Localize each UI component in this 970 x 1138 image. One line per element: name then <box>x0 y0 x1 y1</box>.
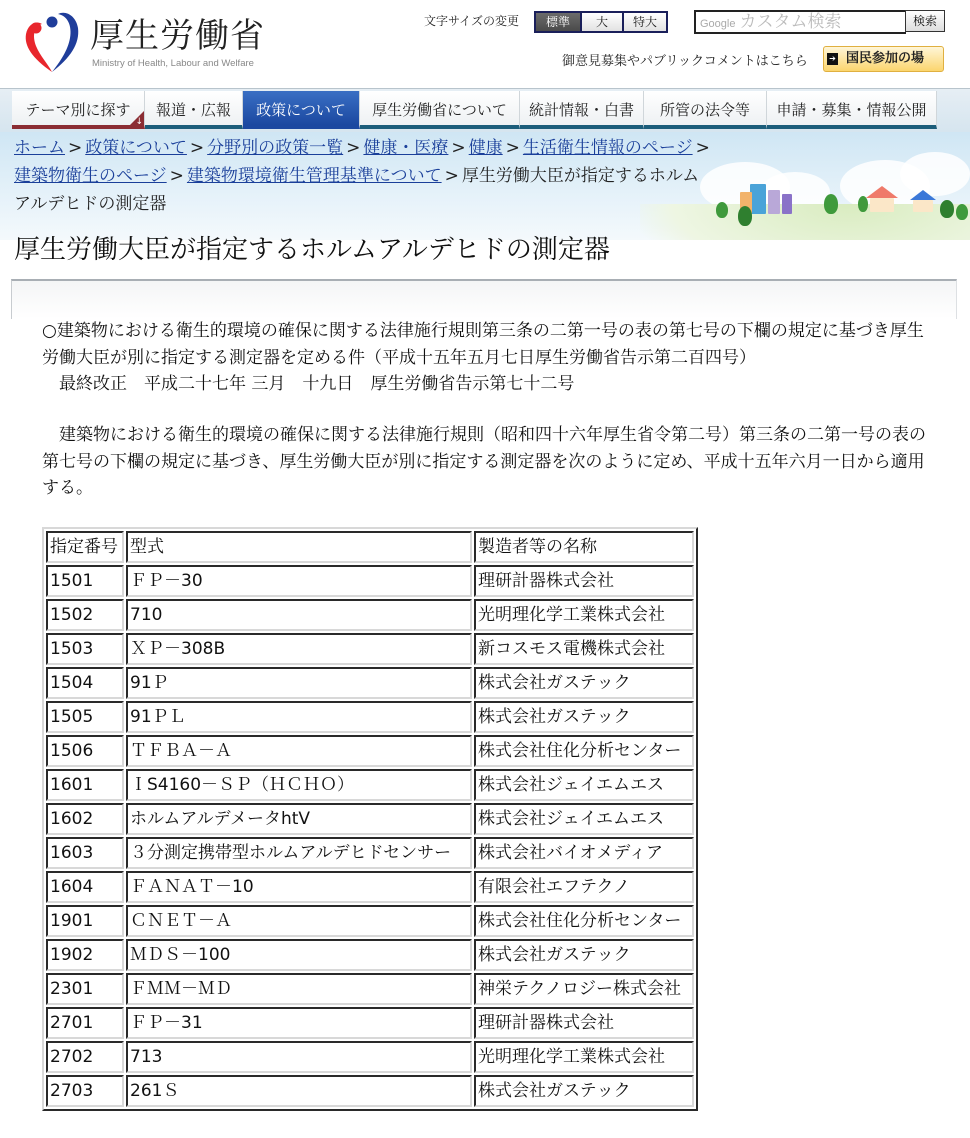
cell-number: 1504 <box>46 667 124 699</box>
search-placeholder: カスタム検索 <box>739 12 842 32</box>
notice-block <box>42 318 932 398</box>
table-row <box>46 633 694 665</box>
cell-number: 1506 <box>46 735 124 767</box>
table-row <box>46 837 694 869</box>
cell-model: 91ＰＬ <box>126 701 472 733</box>
breadcrumb-link-building-standards[interactable]: 建築物環境衛生管理基準について <box>186 166 442 186</box>
house-icon <box>870 198 894 212</box>
cell-model: 710 <box>126 599 472 631</box>
font-size-switcher <box>534 11 668 33</box>
cell-model: ＦＰ－31 <box>126 1007 472 1039</box>
table-row <box>46 667 694 699</box>
cell-number: 1602 <box>46 803 124 835</box>
house-roof-icon <box>866 186 898 198</box>
breadcrumb-link-policy[interactable]: 政策について <box>85 138 187 158</box>
page-title: 厚生労働大臣が指定するホルムアルデヒドの測定器 <box>14 235 610 265</box>
header-cell-model: 型式 <box>126 531 472 563</box>
breadcrumb-link-building-hygiene[interactable]: 建築物衛生のページ <box>14 166 167 186</box>
table-row <box>46 803 694 835</box>
breadcrumb-separator: > <box>346 138 361 158</box>
breadcrumb-separator: > <box>189 138 205 158</box>
google-brand-label: Google <box>700 18 736 30</box>
cell-number: 1502 <box>46 599 124 631</box>
nav-tab-applications[interactable]: 申請・募集・情報公開 <box>767 91 937 129</box>
breadcrumb-link-health-medical[interactable]: 健康・医療 <box>363 138 449 158</box>
breadcrumb-current: 厚生労働大臣が指定するホルムアルデヒドの測定器 <box>14 166 700 214</box>
building-icon <box>750 184 766 214</box>
cell-number: 1503 <box>46 633 124 665</box>
arrow-down-icon: ↓ <box>135 117 143 127</box>
font-size-large-button[interactable]: 大 <box>582 13 622 31</box>
cell-model: ＦＡＮＡＴ－10 <box>126 871 472 903</box>
cell-model: ＴＦＢＡ－Ａ <box>126 735 472 767</box>
logo-title: 厚生労働省 <box>90 16 265 56</box>
breadcrumb-separator: > <box>169 166 184 186</box>
cell-manufacturer: 株式会社ガステック <box>474 701 694 733</box>
tree-icon <box>716 202 728 218</box>
building-icon <box>782 194 792 214</box>
cell-manufacturer: 光明理化学工業株式会社 <box>474 1041 694 1073</box>
site-header <box>0 0 970 88</box>
content-frame <box>11 279 957 319</box>
cell-number: 2701 <box>46 1007 124 1039</box>
cell-model: ＦＰ－30 <box>126 565 472 597</box>
cell-model: 261Ｓ <box>126 1075 472 1107</box>
cell-number: 2702 <box>46 1041 124 1073</box>
cell-number: 1505 <box>46 701 124 733</box>
cell-manufacturer: 株式会社ジェイエムエス <box>474 803 694 835</box>
search-input[interactable] <box>694 10 906 34</box>
cell-model: 713 <box>126 1041 472 1073</box>
cell-manufacturer: 株式会社住化分析センター <box>474 735 694 767</box>
table-row <box>46 701 694 733</box>
global-nav <box>0 88 970 132</box>
cell-number: 1901 <box>46 905 124 937</box>
logo-subtitle: Ministry of Health, Labour and Welfare <box>92 58 254 69</box>
building-icon <box>768 190 780 214</box>
tree-icon <box>824 194 838 214</box>
nav-tab-laws[interactable]: 所管の法令等 <box>644 91 767 129</box>
house-roof-icon <box>910 190 936 200</box>
cell-manufacturer: 株式会社ガステック <box>474 939 694 971</box>
table-row <box>46 1075 694 1107</box>
table-row <box>46 599 694 631</box>
table-row <box>46 769 694 801</box>
cell-model: ホルムアルデメータhtV <box>126 803 472 835</box>
body-paragraph <box>42 422 932 502</box>
cell-model: ＸＰ－308B <box>126 633 472 665</box>
cell-number: 1603 <box>46 837 124 869</box>
cell-manufacturer: 理研計器株式会社 <box>474 565 694 597</box>
breadcrumb-separator: > <box>695 138 710 158</box>
nav-tab-statistics[interactable]: 統計情報・白書 <box>520 91 644 129</box>
table-row <box>46 565 694 597</box>
table-row <box>46 1041 694 1073</box>
cell-manufacturer: 新コスモス電機株式会社 <box>474 633 694 665</box>
cell-model: ＦＭＭ－ＭＤ <box>126 973 472 1005</box>
cell-manufacturer: 株式会社バイオメディア <box>474 837 694 869</box>
cell-manufacturer: 光明理化学工業株式会社 <box>474 599 694 631</box>
breadcrumb-separator: > <box>444 166 459 186</box>
participation-label: 国民参加の場 <box>846 51 925 66</box>
cell-manufacturer: 理研計器株式会社 <box>474 1007 694 1039</box>
breadcrumb-link-living-hygiene[interactable]: 生活衛生情報のページ <box>522 138 693 158</box>
cell-manufacturer: 株式会社ガステック <box>474 1075 694 1107</box>
nav-tab-about[interactable]: 厚生労働省について <box>360 91 520 129</box>
breadcrumb-link-policy-by-field[interactable]: 分野別の政策一覧 <box>207 138 344 158</box>
cell-model: ＭＤＳ－100 <box>126 939 472 971</box>
cell-model: 91Ｐ <box>126 667 472 699</box>
notice-title: ○建築物における衛生的環境の確保に関する法律施行規則第三条の二第一号の表の第七号の下欄の規定に基づき厚生労働大臣が別に指定する測定器を定める件（平成十五年五月七日厚生労働省告示第二百四号） <box>42 321 924 368</box>
tree-icon <box>940 200 954 218</box>
breadcrumb-link-health[interactable]: 健康 <box>468 138 503 158</box>
cell-manufacturer: 株式会社ジェイエムエス <box>474 769 694 801</box>
cell-model: ３分測定携帯型ホルムアルデヒドセンサー <box>126 837 472 869</box>
table-row <box>46 871 694 903</box>
table-row <box>46 939 694 971</box>
cell-manufacturer: 株式会社住化分析センター <box>474 905 694 937</box>
device-table <box>42 527 698 1111</box>
search-button[interactable]: 検索 <box>905 10 945 32</box>
table-row <box>46 1007 694 1039</box>
nav-tab-press[interactable]: 報道・広報 <box>145 91 243 129</box>
breadcrumb-separator: > <box>451 138 466 158</box>
breadcrumb <box>14 134 714 218</box>
tree-icon <box>738 206 752 226</box>
table-header-row <box>46 531 694 563</box>
cell-number: 1501 <box>46 565 124 597</box>
house-icon <box>913 200 933 212</box>
cell-number: 2301 <box>46 973 124 1005</box>
nav-tab-policy[interactable]: 政策について <box>243 91 360 129</box>
body-text: 建築物における衛生的環境の確保に関する法律施行規則（昭和四十六年厚生省令第二号）第三条の二第一号の表の第七号の下欄の規定に基づき、厚生労働大臣が別に指定する測定器を次のように定め、平成十五年六月一日から適用する。 <box>42 425 926 498</box>
font-size-standard-button[interactable]: 標準 <box>536 13 580 31</box>
arrow-right-icon: ➔ <box>827 53 838 65</box>
cell-model: ＩS4160－ＳＰ（ＨＣＨＯ） <box>126 769 472 801</box>
breadcrumb-link-home[interactable]: ホーム <box>14 138 65 158</box>
header-cell-number: 指定番号 <box>46 531 124 563</box>
tree-icon <box>956 204 968 220</box>
cell-manufacturer: 株式会社ガステック <box>474 667 694 699</box>
font-size-label: 文字サイズの変更 <box>424 14 520 28</box>
breadcrumb-separator: > <box>505 138 520 158</box>
cell-manufacturer: 有限会社エフテクノ <box>474 871 694 903</box>
nav-tab-theme-search[interactable] <box>12 91 145 129</box>
table-row <box>46 735 694 767</box>
cell-number: 1604 <box>46 871 124 903</box>
nav-tab-label: テーマ別に探す <box>25 101 131 119</box>
cell-manufacturer: 神栄テクノロジー株式会社 <box>474 973 694 1005</box>
cell-number: 2703 <box>46 1075 124 1107</box>
tree-icon <box>858 196 868 212</box>
cell-number: 1601 <box>46 769 124 801</box>
public-participation-button[interactable] <box>823 46 944 72</box>
cell-number: 1902 <box>46 939 124 971</box>
table-row <box>46 973 694 1005</box>
header-cell-manufacturer: 製造者等の名称 <box>474 531 694 563</box>
mhlw-heart-logo-icon <box>22 8 84 76</box>
breadcrumb-separator: > <box>68 138 83 158</box>
public-comment-link[interactable]: 御意見募集やパブリックコメントはこちら <box>562 54 808 69</box>
last-revision: 最終改正 平成二十七年 三月 十九日 厚生労働省告示第七十二号 <box>59 374 575 394</box>
mhlw-logo[interactable] <box>22 6 292 76</box>
cell-model: ＣＮＥＴ－Ａ <box>126 905 472 937</box>
font-size-extra-large-button[interactable]: 特大 <box>624 13 666 31</box>
table-row <box>46 905 694 937</box>
